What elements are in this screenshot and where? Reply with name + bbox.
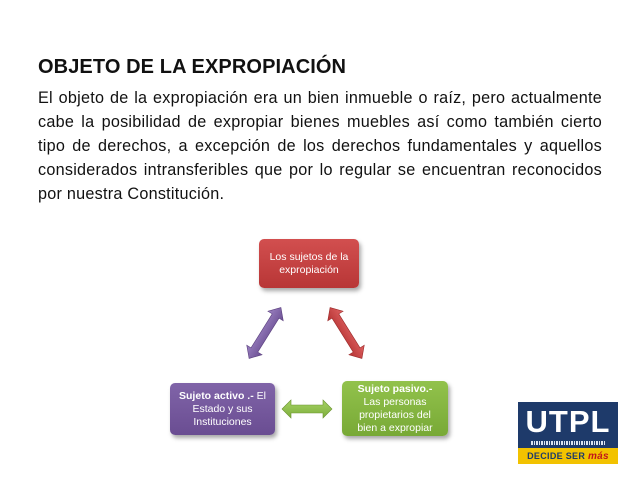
diagram-box-sujeto-pasivo <box>342 381 448 436</box>
diagram-box-sujeto-pasivo-text <box>348 383 442 435</box>
utpl-tagline-a: DECIDE SER <box>527 451 586 461</box>
arrow-left-right <box>282 400 332 418</box>
utpl-logo <box>518 402 618 464</box>
utpl-logo-tagline <box>518 448 618 464</box>
utpl-logo-name: UTPL <box>525 404 611 439</box>
utpl-tagline-b: más <box>587 451 609 462</box>
diagram-box-sujetos <box>259 239 359 288</box>
body-paragraph: El objeto de la expropiación era un bien inmueble o raíz, pero actualmente cabe la posibilidad de expropiar bienes muebles así como también cierto tipo de derechos, a excepción de los derechos fundamentales y aquellos considerados intransferibles que por lo regular se encuentran reconocidos por nuestra Constitución. <box>38 89 602 203</box>
arrow-left-top <box>241 303 288 363</box>
diagram-box-sujetos-label: Los sujetos de la expropiación <box>269 250 349 276</box>
slide-title: OBJETO DE LA EXPROPIACIÓN <box>38 56 347 78</box>
sujeto-activo-desc: El Estado y sus Instituciones <box>192 389 266 428</box>
diagram-box-sujeto-activo-text <box>176 390 269 429</box>
diagram-box-sujeto-activo <box>170 383 275 435</box>
sujeto-activo-label: Sujeto activo .- <box>179 389 254 402</box>
sujeto-pasivo-desc: Las personas propietarios del bien a expropiar <box>357 395 433 434</box>
sujeto-pasivo-label: Sujeto pasivo.- <box>357 382 433 395</box>
utpl-logo-subtext-graphic <box>518 441 618 447</box>
arrow-top-right <box>322 303 369 363</box>
